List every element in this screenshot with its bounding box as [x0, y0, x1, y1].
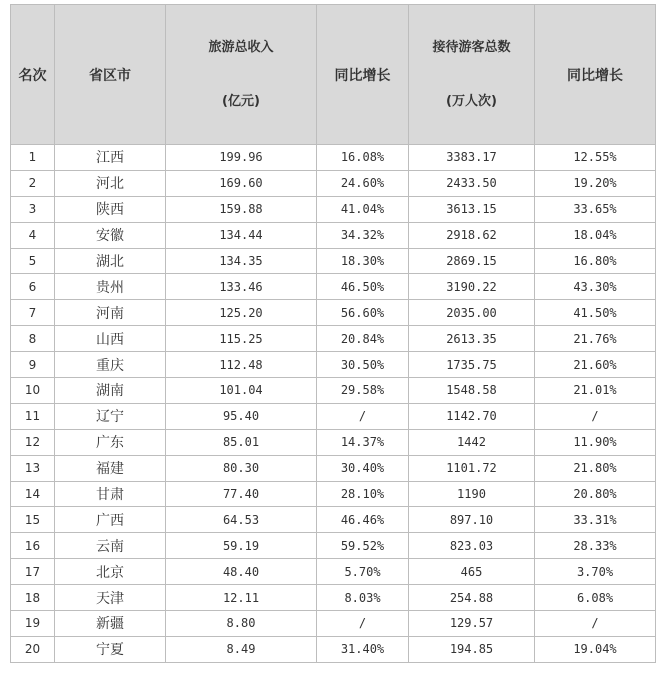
cell-income: 159.88	[166, 196, 317, 222]
cell-income-yoy: 24.60%	[317, 170, 409, 196]
cell-province: 湖南	[55, 378, 166, 404]
cell-income: 134.44	[166, 222, 317, 248]
cell-rank: 11	[11, 403, 55, 429]
cell-visitors-yoy: 19.20%	[535, 170, 656, 196]
cell-visitors: 2613.35	[409, 326, 535, 352]
header-row	[11, 5, 656, 145]
cell-visitors-yoy: 21.76%	[535, 326, 656, 352]
table-row	[11, 326, 656, 352]
cell-visitors: 897.10	[409, 507, 535, 533]
cell-income: 48.40	[166, 559, 317, 585]
cell-income: 133.46	[166, 274, 317, 300]
cell-rank: 15	[11, 507, 55, 533]
cell-visitors: 129.57	[409, 611, 535, 637]
cell-visitors-yoy: 21.01%	[535, 378, 656, 404]
cell-visitors: 3383.17	[409, 145, 535, 171]
cell-rank: 12	[11, 429, 55, 455]
cell-rank: 13	[11, 455, 55, 481]
cell-visitors: 465	[409, 559, 535, 585]
table-row	[11, 481, 656, 507]
cell-visitors: 254.88	[409, 585, 535, 611]
cell-province: 安徽	[55, 222, 166, 248]
cell-visitors: 194.85	[409, 636, 535, 662]
cell-income-yoy: 8.03%	[317, 585, 409, 611]
header-income-unit: (亿元)	[222, 93, 260, 109]
cell-income: 199.96	[166, 145, 317, 171]
cell-visitors-yoy: 43.30%	[535, 274, 656, 300]
cell-province: 北京	[55, 559, 166, 585]
cell-income-yoy: /	[317, 611, 409, 637]
cell-rank: 10	[11, 378, 55, 404]
cell-visitors-yoy: 3.70%	[535, 559, 656, 585]
cell-province: 天津	[55, 585, 166, 611]
cell-visitors-yoy: 18.04%	[535, 222, 656, 248]
table-row	[11, 507, 656, 533]
table-row	[11, 248, 656, 274]
cell-income-yoy: 46.50%	[317, 274, 409, 300]
cell-rank: 9	[11, 352, 55, 378]
cell-visitors-yoy: /	[535, 403, 656, 429]
cell-visitors-yoy: 28.33%	[535, 533, 656, 559]
cell-rank: 14	[11, 481, 55, 507]
cell-visitors-yoy: 11.90%	[535, 429, 656, 455]
cell-visitors-yoy: 6.08%	[535, 585, 656, 611]
cell-province: 河南	[55, 300, 166, 326]
cell-income: 101.04	[166, 378, 317, 404]
cell-income: 112.48	[166, 352, 317, 378]
header-income	[166, 5, 317, 145]
cell-province: 新疆	[55, 611, 166, 637]
table-row	[11, 611, 656, 637]
table-row	[11, 300, 656, 326]
cell-province: 贵州	[55, 274, 166, 300]
header-visitors	[409, 5, 535, 145]
table-row	[11, 196, 656, 222]
cell-visitors: 3190.22	[409, 274, 535, 300]
cell-visitors: 2035.00	[409, 300, 535, 326]
cell-rank: 8	[11, 326, 55, 352]
header-visitors-unit: (万人次)	[446, 93, 497, 109]
cell-income-yoy: 29.58%	[317, 378, 409, 404]
header-income-title: 旅游总收入	[208, 39, 274, 55]
cell-province: 广东	[55, 429, 166, 455]
cell-visitors: 3613.15	[409, 196, 535, 222]
cell-visitors: 1101.72	[409, 455, 535, 481]
cell-visitors-yoy: 41.50%	[535, 300, 656, 326]
table-row	[11, 533, 656, 559]
cell-income-yoy: /	[317, 403, 409, 429]
cell-rank: 4	[11, 222, 55, 248]
header-visitors-yoy: 同比增长	[535, 5, 656, 145]
table-row	[11, 403, 656, 429]
header-visitors-title: 接待游客总数	[432, 39, 511, 55]
cell-visitors: 2869.15	[409, 248, 535, 274]
cell-income: 115.25	[166, 326, 317, 352]
cell-rank: 1	[11, 145, 55, 171]
cell-income: 95.40	[166, 403, 317, 429]
table-header	[11, 5, 656, 145]
table-row	[11, 170, 656, 196]
cell-visitors-yoy: 19.04%	[535, 636, 656, 662]
table-row	[11, 429, 656, 455]
tourism-ranking-table	[10, 4, 656, 663]
cell-rank: 16	[11, 533, 55, 559]
cell-visitors-yoy: /	[535, 611, 656, 637]
table-body	[11, 145, 656, 663]
cell-province: 江西	[55, 145, 166, 171]
cell-income: 169.60	[166, 170, 317, 196]
cell-visitors: 1735.75	[409, 352, 535, 378]
cell-income-yoy: 31.40%	[317, 636, 409, 662]
cell-rank: 6	[11, 274, 55, 300]
cell-visitors: 2918.62	[409, 222, 535, 248]
cell-rank: 20	[11, 636, 55, 662]
cell-visitors: 1548.58	[409, 378, 535, 404]
cell-income: 8.49	[166, 636, 317, 662]
cell-province: 甘肃	[55, 481, 166, 507]
table-row	[11, 274, 656, 300]
cell-visitors-yoy: 20.80%	[535, 481, 656, 507]
cell-income: 59.19	[166, 533, 317, 559]
cell-visitors: 2433.50	[409, 170, 535, 196]
cell-visitors-yoy: 33.65%	[535, 196, 656, 222]
cell-income-yoy: 34.32%	[317, 222, 409, 248]
table-row	[11, 559, 656, 585]
cell-rank: 17	[11, 559, 55, 585]
cell-income-yoy: 30.50%	[317, 352, 409, 378]
cell-province: 河北	[55, 170, 166, 196]
cell-income-yoy: 14.37%	[317, 429, 409, 455]
cell-visitors: 1190	[409, 481, 535, 507]
cell-rank: 5	[11, 248, 55, 274]
cell-income-yoy: 59.52%	[317, 533, 409, 559]
cell-visitors: 823.03	[409, 533, 535, 559]
cell-rank: 7	[11, 300, 55, 326]
cell-province: 福建	[55, 455, 166, 481]
cell-rank: 3	[11, 196, 55, 222]
cell-visitors: 1442	[409, 429, 535, 455]
cell-income-yoy: 16.08%	[317, 145, 409, 171]
cell-province: 重庆	[55, 352, 166, 378]
cell-income: 64.53	[166, 507, 317, 533]
cell-province: 湖北	[55, 248, 166, 274]
cell-income-yoy: 46.46%	[317, 507, 409, 533]
cell-income: 77.40	[166, 481, 317, 507]
cell-income: 125.20	[166, 300, 317, 326]
table-row	[11, 636, 656, 662]
table-row	[11, 455, 656, 481]
cell-visitors: 1142.70	[409, 403, 535, 429]
header-rank: 名次	[11, 5, 55, 145]
cell-visitors-yoy: 21.80%	[535, 455, 656, 481]
cell-rank: 18	[11, 585, 55, 611]
cell-income-yoy: 20.84%	[317, 326, 409, 352]
cell-income: 8.80	[166, 611, 317, 637]
cell-income-yoy: 56.60%	[317, 300, 409, 326]
cell-rank: 2	[11, 170, 55, 196]
cell-visitors-yoy: 12.55%	[535, 145, 656, 171]
header-income-yoy: 同比增长	[317, 5, 409, 145]
cell-income: 12.11	[166, 585, 317, 611]
cell-income-yoy: 18.30%	[317, 248, 409, 274]
cell-income: 80.30	[166, 455, 317, 481]
cell-visitors-yoy: 21.60%	[535, 352, 656, 378]
cell-income-yoy: 30.40%	[317, 455, 409, 481]
table-row	[11, 222, 656, 248]
table-row	[11, 352, 656, 378]
cell-income-yoy: 5.70%	[317, 559, 409, 585]
cell-province: 云南	[55, 533, 166, 559]
cell-rank: 19	[11, 611, 55, 637]
cell-income-yoy: 28.10%	[317, 481, 409, 507]
cell-province: 辽宁	[55, 403, 166, 429]
cell-income: 134.35	[166, 248, 317, 274]
table-row	[11, 145, 656, 171]
cell-income: 85.01	[166, 429, 317, 455]
cell-visitors-yoy: 33.31%	[535, 507, 656, 533]
table-row	[11, 378, 656, 404]
cell-visitors-yoy: 16.80%	[535, 248, 656, 274]
cell-province: 宁夏	[55, 636, 166, 662]
cell-province: 山西	[55, 326, 166, 352]
table-row	[11, 585, 656, 611]
cell-province: 陕西	[55, 196, 166, 222]
cell-province: 广西	[55, 507, 166, 533]
header-province: 省区市	[55, 5, 166, 145]
cell-income-yoy: 41.04%	[317, 196, 409, 222]
